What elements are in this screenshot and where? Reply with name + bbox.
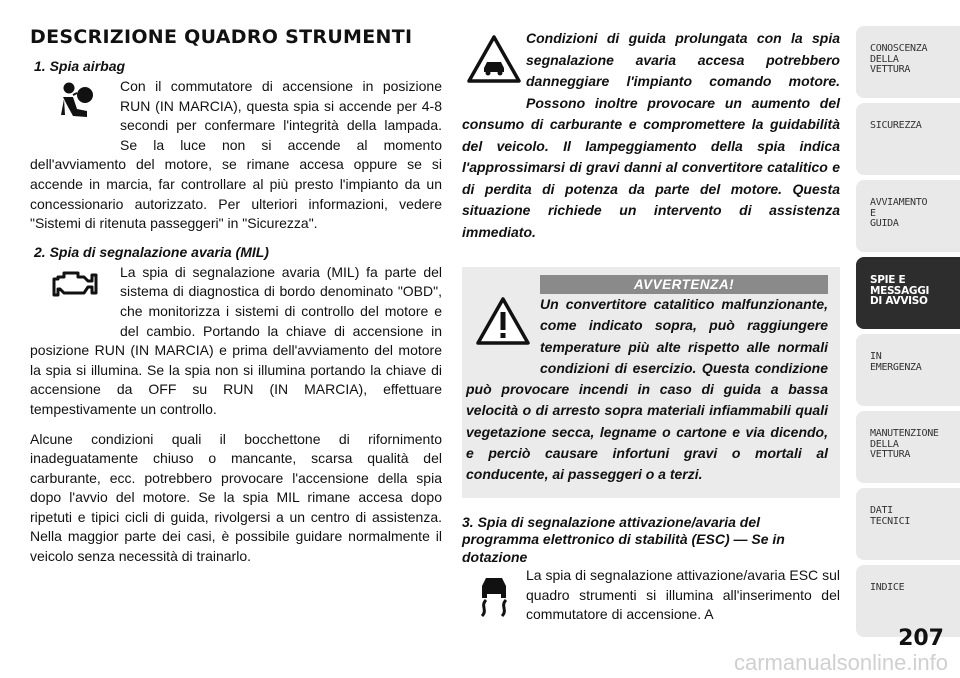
tab-spie-messaggi[interactable]: SPIE E MESSAGGI DI AVVISO <box>856 257 960 329</box>
left-column <box>30 26 442 567</box>
right-column <box>462 28 840 638</box>
check-engine-icon <box>30 263 120 327</box>
item2-heading: 2. Spia di segnalazione avaria (MIL) <box>34 243 269 260</box>
item3-heading: 3. Spia di segnalazione attivazione/avaria del programma elettronico di stabilità (ESC) — Se in dotazione <box>462 513 785 565</box>
caution-triangle-icon <box>466 294 540 364</box>
page-title: DESCRIZIONE QUADRO STRUMENTI <box>30 26 413 48</box>
item3-text: La spia di segnalazione attivazione/avaria ESC sul quadro strumenti si illumina all'inserimento del commutatore di accensione. A <box>526 567 840 623</box>
watermark: carmanualsonline.info <box>733 650 948 675</box>
item1-text: Con il commutatore di accensione in posizione RUN (IN MARCIA), questa spia si accende per 4-8 secondi per confermare l'integrità della lampada. Se la luce non si accende al momento dell'avviamento del motore, se rimane accesa oppure se si accende in marcia, far controllare al più presto l'impianto da un concessionario autorizzato. Per ulteriori informazioni, vedere "Sistemi di ritenuta passeggeri" in "Sicurezza". <box>30 78 442 232</box>
item2-text: La spia di segnalazione avaria (MIL) fa parte del sistema di diagnostica di bordo denominato "OBD", che monitorizza i sistemi di controllo del motore e del cambio. Portando la chiave di accensione in posizione RUN (IN MARCIA) e prima dell'avviamento del motore la spia si illumina. Se la spia non si illumina portando la chiave di accensione da OFF su RUN (IN MARCIA), effettuare tempestivamente un controllo. <box>30 263 442 417</box>
tab-indice[interactable]: INDICE <box>856 565 960 637</box>
tab-emergenza[interactable]: IN EMERGENZA <box>856 334 960 406</box>
tab-dati-tecnici[interactable]: DATI TECNICI <box>856 488 960 560</box>
item2-text2: Alcune condizioni quali il bocchettone di rifornimento inadeguatamente chiuso o mancante, scarsa qualità del carburante, ecc. potrebbero provocare l'accensione della spia dopo l'avvio del motore. Se la spia MIL rimane accesa dopo ripetuti e tipici cicli di guida, rivolgersi a un centro di assistenza. Nella maggior parte dei casi, è possibile guidare normalmente il veicolo senza necessità di trainarlo. <box>30 430 442 565</box>
warning-text: Condizioni di guida prolungata con la spia segnalazione avaria accesa potrebbero danneggiare l'impianto comando motore. Possono inoltre provocare un aumento del consumo di carburante e compromettere la guidabilità del veicolo. Il lampeggiamento della spia indica l'approssimarsi di gravi danni al convertitore catalitico e di perdita di potenza da parte del motore. Questa situazione richiede un intervento di assistenza immediato. <box>462 30 840 240</box>
tab-sicurezza[interactable]: SICUREZZA <box>856 103 960 175</box>
tab-manutenzione[interactable]: MANUTENZIONE DELLA VETTURA <box>856 411 960 483</box>
caution-box <box>462 267 840 498</box>
page-number: 207 <box>898 626 944 651</box>
chapter-sidebar <box>856 26 960 642</box>
warning-triangle-icon <box>462 28 526 102</box>
airbag-icon <box>30 77 120 151</box>
caution-header: AVVERTENZA! <box>540 275 828 294</box>
item1-heading: 1. Spia airbag <box>34 58 126 74</box>
esc-skid-icon <box>462 566 526 638</box>
tab-avviamento-guida[interactable]: AVVIAMENTO E GUIDA <box>856 180 960 252</box>
tab-conoscenza-vettura[interactable]: CONOSCENZA DELLA VETTURA <box>856 26 960 98</box>
caution-text: Un convertitore catalitico malfunzionante, come indicato sopra, può raggiungere temperature più alte rispetto alle normali condizioni di esercizio. Questa condizione può provocare incendi in caso di guida a bassa velocità o di arresto sopra materiali infiammabili quali vegetazione secca, legname o cartone e via dicendo, e perciò causare infortuni gravi o mortali al conducente, ai passeggeri o a terzi. <box>466 296 828 483</box>
